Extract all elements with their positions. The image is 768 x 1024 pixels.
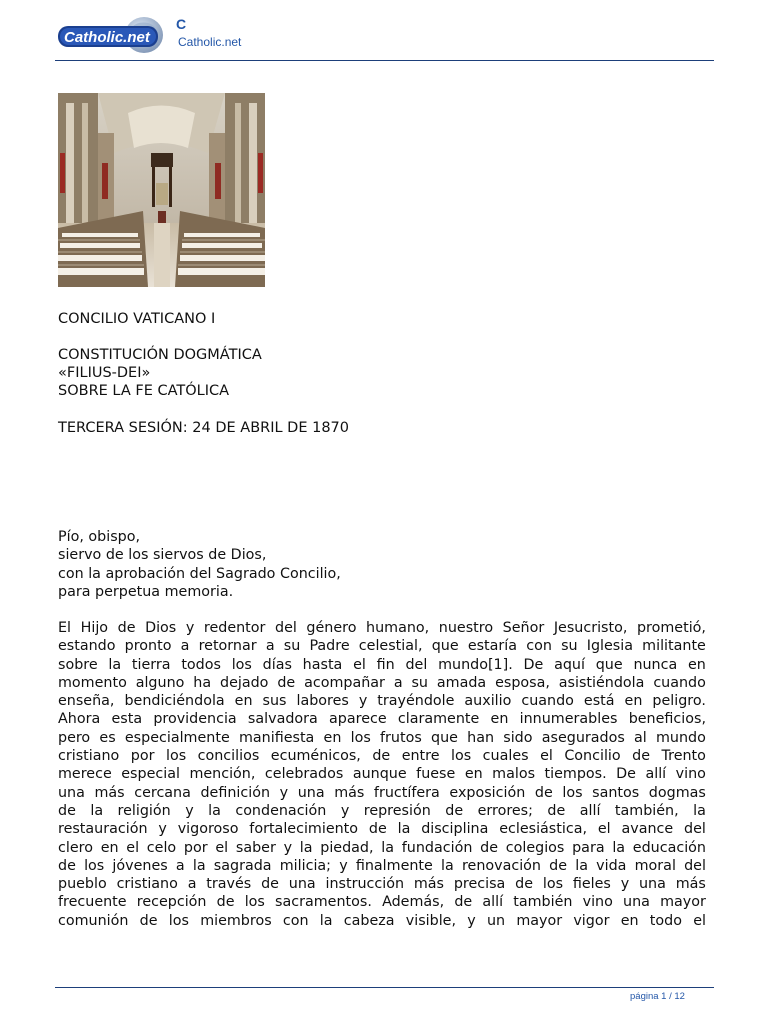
header-divider <box>55 60 714 61</box>
page-number: página 1 / 12 <box>630 991 685 1002</box>
council-basilica-photo <box>58 93 265 287</box>
council-title: CONCILIO VATICANO I <box>58 311 216 327</box>
catholic-net-logo[interactable] <box>58 17 164 55</box>
constitution-subject: SOBRE LA FE CATÓLICA <box>58 383 230 399</box>
body-line: El Hijo de Dios y redentor del género humano, nuestro Señor Jesucristo, prometió, <box>58 620 706 636</box>
body-line: una más cercana definición y una más fructífera exposición de los santos dogmas <box>58 784 706 801</box>
header-title: C <box>176 16 187 32</box>
salutation-line: para perpetua memoria. <box>58 583 234 600</box>
body-line: frecuente recepción de los sacramentos. Además, de allí también vino una mayor <box>58 894 706 911</box>
body-paragraph <box>58 619 706 930</box>
constitution-name: «FILIUS-DEI» <box>58 365 151 381</box>
body-line: comunión de los miembros con la cabeza visible, y un mayor vigor en todo el <box>58 912 706 929</box>
body-line: restauración y vigoroso fortalecimiento de la disciplina eclesiástica, el avance del <box>58 821 706 838</box>
header-subtitle[interactable]: Catholic.net <box>178 35 242 49</box>
page-header <box>55 14 714 60</box>
body-line: estando pronto a retornar a su Padre celestial, que estaría con su Iglesia militante <box>58 638 706 655</box>
body-line: clero en el celo por el saber y la piedad, la fundación de colegios para la educación <box>58 839 706 856</box>
body-line: pueblo cristiano a través de una instrucción más precisa de los fieles y una más <box>58 876 706 893</box>
salutation-line: Pío, obispo, <box>58 529 141 545</box>
logo-text: Catholic.net <box>64 29 150 46</box>
salutation-block <box>58 528 341 601</box>
footer-divider <box>55 987 714 988</box>
body-line: sobre la tierra todos los días hasta el fin del mundo[1]. De aquí que nunca en <box>58 656 706 673</box>
body-line: momento alguno ha dejado de acompañar a su amada esposa, asistiéndola cuando <box>58 674 706 691</box>
body-line: de la religión y la condenación y represión de errores; de allí también, la <box>58 802 706 819</box>
body-line: merece especial mención, celebrados aunque fuese en malos tiempos. De allí vino <box>58 766 706 783</box>
body-line: Ahora esta providencia salvadora aparece claramente en innumerables beneficios, <box>58 711 706 728</box>
session-date: TERCERA SESIÓN: 24 DE ABRIL DE 1870 <box>58 420 350 436</box>
body-line: pero es especialmente manifiesta en los frutos que han sido asegurados al mundo <box>58 729 706 746</box>
body-line: cristiano por los concilios ecuménicos, de entre los cuales el Concilio de Trento <box>58 748 706 765</box>
body-line: de los jóvenes a la sagrada milicia; y finalmente la renovación de la vida moral del <box>58 857 706 874</box>
salutation-line: con la aprobación del Sagrado Concilio, <box>58 565 341 582</box>
body-line: enseña, bendiciéndola en sus labores y trayéndole auxilio cuando está en peligro. <box>58 693 706 710</box>
salutation-line: siervo de los siervos de Dios, <box>58 547 267 564</box>
constitution-title: CONSTITUCIÓN DOGMÁTICA <box>58 347 262 363</box>
